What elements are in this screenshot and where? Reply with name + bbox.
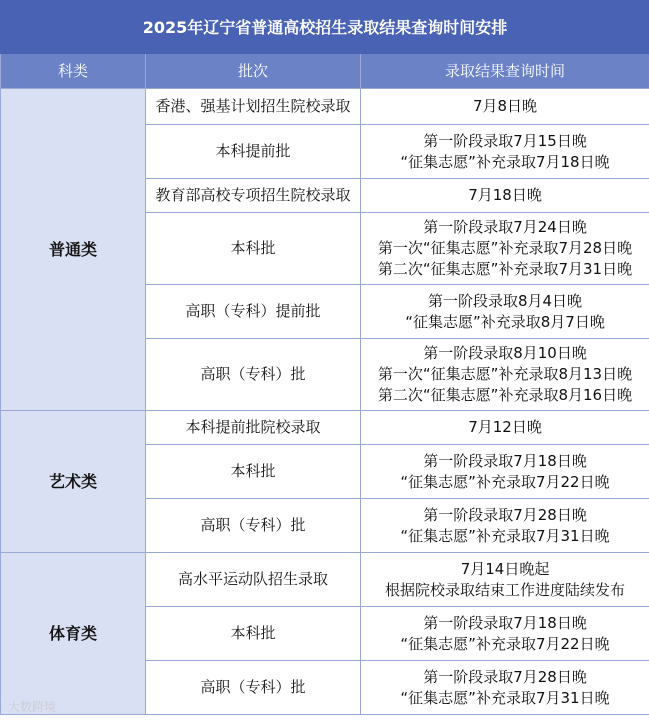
table-row [1,89,649,125]
batch-cell: 高职（专科）批 [146,339,361,411]
header-batch: 批次 [146,54,361,89]
time-cell: 第一阶段录取7月15日晚 “征集志愿”补充录取7月18日晚 [361,125,649,179]
batch-cell: 本科提前批院校录取 [146,411,361,445]
time-cell: 7月8日晚 [361,89,649,125]
batch-cell: 高职（专科）批 [146,661,361,715]
batch-cell: 高职（专科）批 [146,499,361,553]
category-cell-putong: 普通类 [1,89,146,411]
category-cell-yishu: 艺术类 [1,411,146,553]
table-row [1,411,649,445]
batch-cell: 香港、强基计划招生院校录取 [146,89,361,125]
time-cell: 第一阶段录取8月4日晚 “征集志愿”补充录取8月7日晚 [361,285,649,339]
time-cell: 第一阶段录取7月28日晚 “征集志愿”补充录取7月31日晚 [361,499,649,553]
time-cell: 第一阶段录取7月24日晚 第一次“征集志愿”补充录取7月28日晚 第二次“征集志愿”补充录取7月31日晚 [361,213,649,285]
time-cell: 7月12日晚 [361,411,649,445]
time-cell: 第一阶段录取7月18日晚 “征集志愿”补充录取7月22日晚 [361,607,649,661]
batch-cell: 教育部高校专项招生院校录取 [146,179,361,213]
batch-cell: 高职（专科）提前批 [146,285,361,339]
time-cell: 第一阶段录取8月10日晚 第一次“征集志愿”补充录取8月13日晚 第二次“征集志愿”补充录取8月16日晚 [361,339,649,411]
header-time: 录取结果查询时间 [361,54,649,89]
table-row [1,553,649,607]
header-category: 科类 [1,54,146,89]
batch-cell: 本科批 [146,213,361,285]
category-cell-tiyu: 体育类 [1,553,146,715]
time-cell: 第一阶段录取7月18日晚 “征集志愿”补充录取7月22日晚 [361,445,649,499]
time-cell: 7月14日晚起 根据院校录取结束工作进度陆续发布 [361,553,649,607]
batch-cell: 本科提前批 [146,125,361,179]
watermark: 大数跨境 [8,700,57,714]
header-row [1,54,649,89]
page-title: 2025年辽宁省普通高校招生录取结果查询时间安排 [1,1,649,54]
batch-cell: 本科批 [146,607,361,661]
time-cell: 7月18日晚 [361,179,649,213]
batch-cell: 高水平运动队招生录取 [146,553,361,607]
time-cell: 第一阶段录取7月28日晚 “征集志愿”补充录取7月31日晚 [361,661,649,715]
title-row [1,1,649,54]
batch-cell: 本科批 [146,445,361,499]
